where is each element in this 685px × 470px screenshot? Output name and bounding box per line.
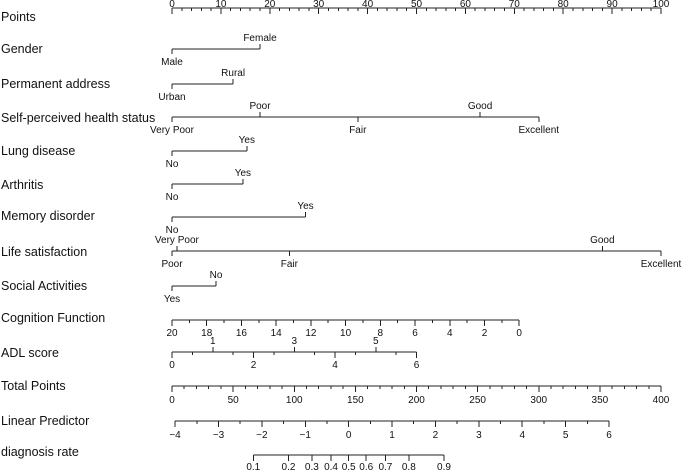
continuous-tick-label: 16	[235, 328, 248, 339]
level-label: Yes	[163, 294, 181, 305]
linear-predictor-tick-label: 1	[389, 430, 395, 441]
row-label-total-points: Total Points	[1, 379, 66, 393]
level-label: Excellent	[518, 125, 560, 136]
diagnosis-rate-tick-label: 0.7	[378, 462, 393, 470]
linear-predictor-tick-label: −2	[256, 430, 268, 441]
total-points-tick-label: 150	[347, 395, 364, 406]
level-label: No	[209, 270, 223, 281]
continuous-tick-label: 6	[412, 328, 418, 339]
diagnosis-rate-tick-label: 0.3	[304, 462, 319, 470]
continuous-tick-label: 18	[201, 328, 213, 339]
diagnosis-rate-tick-label: 0.9	[437, 462, 451, 470]
level-label: No	[165, 159, 179, 170]
diagnosis-rate-tick-label: 0.5	[341, 462, 356, 470]
points-tick-label: 60	[459, 0, 471, 10]
level-label: Rural	[221, 68, 246, 79]
total-points-tick-label: 250	[469, 395, 486, 406]
linear-predictor-tick-label: −4	[169, 430, 181, 441]
total-points-tick-label: 200	[408, 395, 425, 406]
row-label-variable: Social Activities	[1, 279, 88, 293]
linear-predictor-tick-label: 4	[519, 430, 526, 441]
row-label-variable: Memory disorder	[1, 209, 95, 223]
continuous-tick-label: 1	[209, 336, 216, 347]
points-tick-label: 30	[313, 0, 325, 10]
level-label: Poor	[161, 259, 183, 270]
continuous-tick-label: 4	[446, 328, 453, 339]
total-points-tick-label: 50	[227, 395, 239, 406]
level-label: Good	[590, 235, 615, 246]
points-tick-label: 90	[606, 0, 618, 10]
continuous-tick-label: 6	[413, 360, 420, 371]
linear-predictor-tick-label: 0	[345, 430, 352, 441]
level-label: Very Poor	[154, 235, 199, 246]
linear-predictor-tick-label: −1	[299, 430, 311, 441]
level-label: No	[165, 225, 179, 236]
continuous-tick-label: 14	[270, 328, 282, 339]
continuous-tick-label: 2	[481, 328, 488, 339]
points-tick-label: 100	[652, 0, 670, 10]
linear-predictor-tick-label: 2	[432, 430, 439, 441]
linear-predictor-tick-label: 6	[606, 430, 612, 441]
continuous-tick-label: 5	[372, 336, 379, 347]
level-label: Very Poor	[150, 125, 194, 136]
points-tick-label: 40	[362, 0, 374, 10]
continuous-tick-label: 10	[340, 328, 352, 339]
row-label-points: Points	[1, 10, 36, 24]
level-label: Fair	[349, 125, 367, 136]
level-label: Yes	[238, 135, 255, 146]
total-points-tick-label: 100	[285, 395, 303, 406]
diagnosis-rate-tick-label: 0.6	[359, 462, 374, 470]
level-label: Male	[161, 57, 183, 68]
linear-predictor-tick-label: 5	[562, 430, 569, 441]
continuous-tick-label: 20	[166, 328, 178, 339]
row-label-diagnosis-rate: diagnosis rate	[1, 445, 79, 459]
row-label-continuous: ADL score	[1, 346, 59, 360]
linear-predictor-tick-label: −3	[212, 430, 225, 441]
points-tick-label: 70	[508, 0, 520, 10]
level-label: Excellent	[640, 259, 682, 270]
diagnosis-rate-tick-label: 0.8	[401, 462, 416, 470]
continuous-tick-label: 8	[377, 328, 384, 339]
points-tick-label: 0	[169, 0, 175, 10]
points-tick-label: 10	[215, 0, 227, 10]
continuous-tick-label: 4	[332, 360, 338, 371]
row-label-variable: Permanent address	[1, 77, 111, 91]
points-tick-label: 50	[410, 0, 423, 10]
level-label: Urban	[158, 92, 186, 103]
row-label-variable: Lung disease	[1, 144, 76, 158]
diagnosis-rate-tick-label: 0.2	[281, 462, 296, 470]
linear-predictor-tick-label: 3	[476, 430, 482, 441]
continuous-tick-label: 0	[516, 328, 522, 339]
level-label: Fair	[280, 259, 298, 270]
diagnosis-rate-tick-label: 0.4	[324, 462, 339, 470]
diagnosis-rate-tick-label: 0.1	[246, 462, 261, 470]
total-points-tick-label: 350	[591, 395, 609, 406]
points-tick-label: 80	[557, 0, 569, 10]
total-points-tick-label: 300	[530, 395, 548, 406]
level-label: Yes	[297, 201, 314, 212]
continuous-tick-label: 3	[291, 336, 298, 347]
row-label-variable: Self-perceived health status	[1, 111, 156, 125]
level-label: Poor	[249, 101, 271, 112]
row-label-variable: Life satisfaction	[1, 245, 88, 259]
continuous-tick-label: 12	[305, 328, 317, 339]
row-label-variable: Arthritis	[1, 178, 44, 192]
total-points-tick-label: 0	[169, 395, 175, 406]
row-label-linear-predictor: Linear Predictor	[1, 414, 90, 428]
continuous-tick-label: 2	[250, 360, 257, 371]
points-tick-label: 20	[264, 0, 276, 10]
level-label: Female	[243, 33, 277, 44]
level-label: No	[165, 192, 179, 203]
row-label-continuous: Cognition Function	[1, 311, 106, 325]
row-label-variable: Gender	[1, 42, 43, 56]
continuous-tick-label: 0	[169, 360, 175, 371]
level-label: Good	[467, 101, 493, 112]
level-label: Yes	[234, 168, 252, 179]
total-points-tick-label: 400	[652, 395, 670, 406]
